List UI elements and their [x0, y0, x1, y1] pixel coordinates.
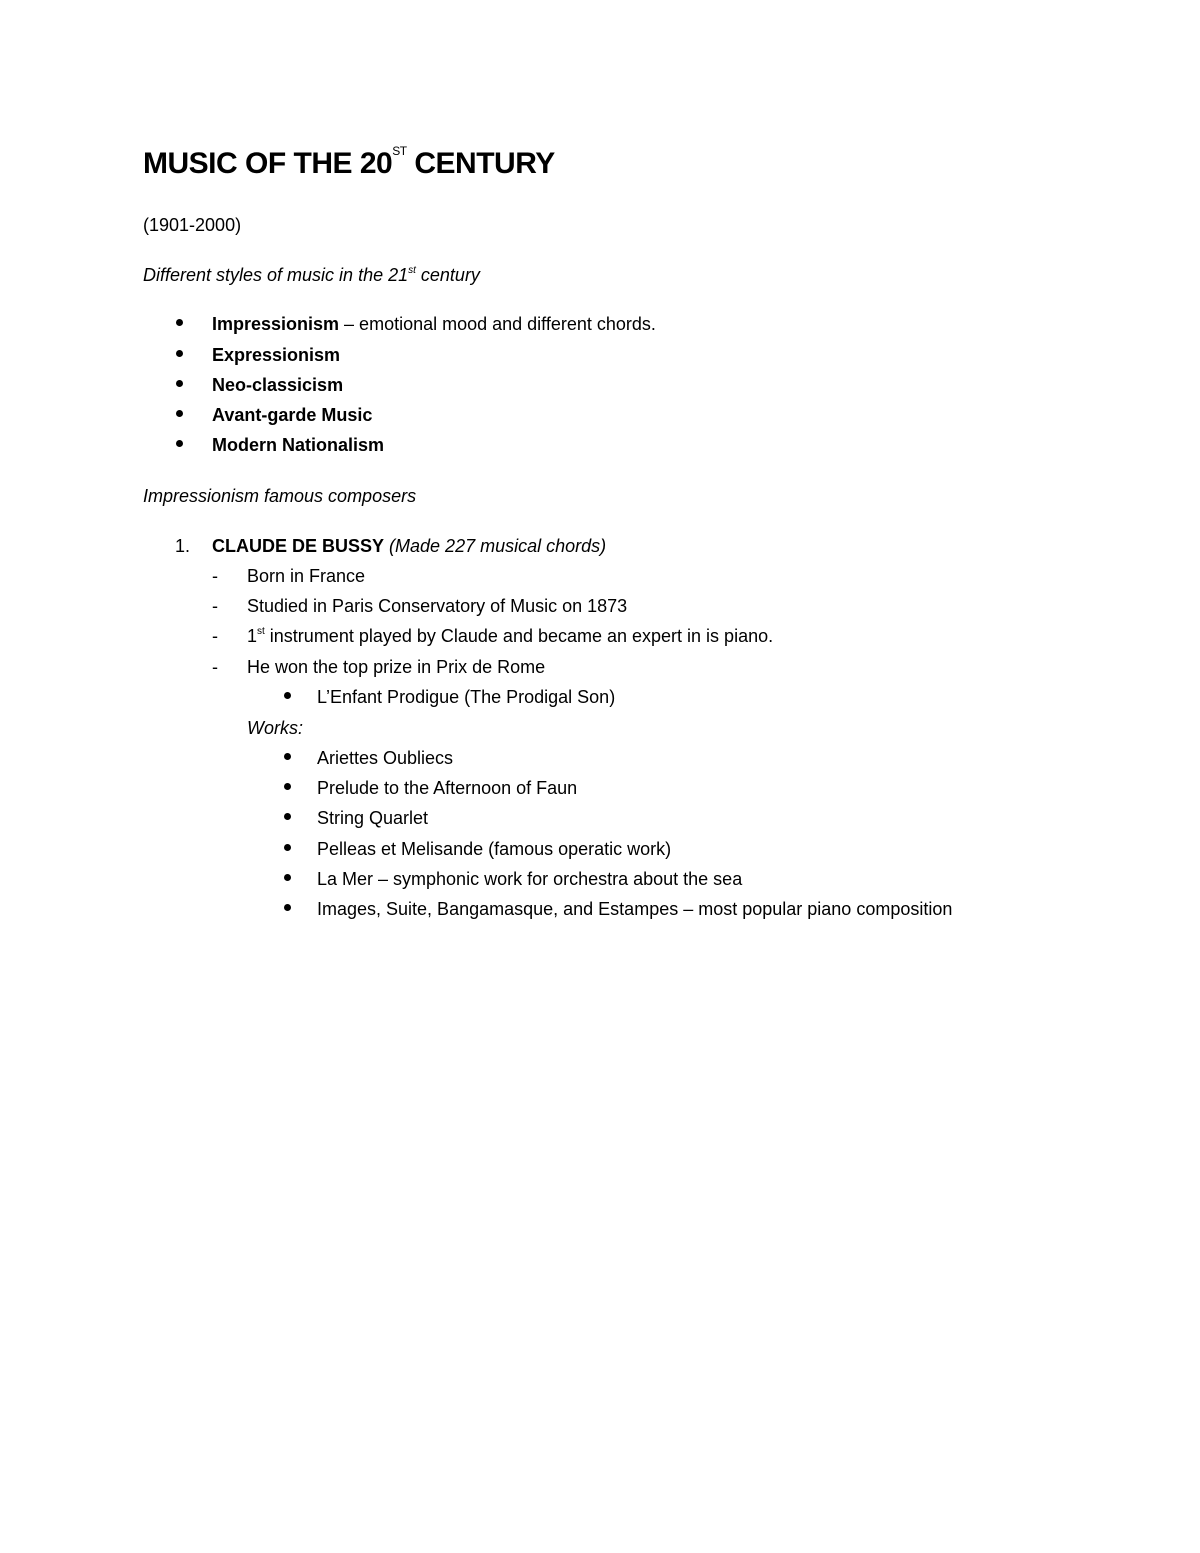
bullet-icon: [284, 813, 291, 820]
list-item: Avant-garde Music: [212, 405, 373, 425]
composers-heading: Impressionism famous composers: [143, 486, 417, 506]
title-superscript: ST: [392, 144, 407, 158]
year-range: (1901-2000): [143, 215, 242, 235]
styles-heading-suffix: century: [415, 265, 480, 285]
bullet-icon: [176, 319, 183, 326]
fact-item: Studied in Paris Conservatory of Music on 1873: [247, 596, 628, 616]
list-item: Expressionism: [212, 345, 341, 365]
styles-heading-prefix: Different styles of music in the 21: [143, 265, 409, 285]
bullet-icon: [176, 440, 183, 447]
list-number: 1.: [175, 536, 191, 556]
fact-item: [247, 623, 773, 649]
style-name: Impressionism: [212, 314, 340, 334]
title-suffix: CENTURY: [406, 147, 555, 180]
list-item: Modern Nationalism: [212, 435, 385, 455]
work-item: Images, Suite, Bangamasque, and Estampes – most popular piano composition: [317, 899, 953, 919]
work-item: Pelleas et Melisande (famous operatic work): [317, 839, 672, 859]
work-item: Ariettes Oubliecs: [317, 748, 454, 768]
fact-item: Born in France: [247, 566, 366, 586]
styles-heading-sup: st: [408, 265, 416, 276]
page-title: [143, 142, 555, 186]
composer-entry: [212, 533, 606, 559]
dash-marker: -: [212, 626, 218, 646]
dash-marker: -: [212, 596, 218, 616]
bullet-icon: [176, 350, 183, 357]
prize-work: L’Enfant Prodigue (The Prodigal Son): [317, 687, 616, 707]
bullet-icon: [284, 874, 291, 881]
fact-item: He won the top prize in Prix de Rome: [247, 657, 546, 677]
work-item: Prelude to the Afternoon of Faun: [317, 778, 578, 798]
list-item: Neo-classicism: [212, 375, 344, 395]
work-item: La Mer – symphonic work for orchestra about the sea: [317, 869, 743, 889]
bullet-icon: [284, 692, 291, 699]
bullet-icon: [284, 904, 291, 911]
dash-marker: -: [212, 566, 218, 586]
fact-instrument-suffix: instrument played by Claude and became an expert in is piano.: [264, 626, 774, 646]
composer-note: (Made 227 musical chords): [384, 536, 607, 556]
works-label: Works:: [247, 718, 303, 738]
style-desc: – emotional mood and different chords.: [339, 314, 656, 334]
fact-instrument-prefix: 1: [247, 626, 258, 646]
list-item: [212, 311, 656, 337]
bullet-icon: [176, 410, 183, 417]
bullet-icon: [284, 753, 291, 760]
title-text: MUSIC OF THE 20: [143, 147, 393, 180]
dash-marker: -: [212, 657, 218, 677]
work-item: String Quarlet: [317, 808, 429, 828]
fact-instrument-sup: st: [257, 626, 265, 637]
bullet-icon: [284, 783, 291, 790]
bullet-icon: [176, 380, 183, 387]
styles-heading: [143, 262, 480, 288]
composer-name: CLAUDE DE BUSSY: [212, 536, 385, 556]
bullet-icon: [284, 844, 291, 851]
